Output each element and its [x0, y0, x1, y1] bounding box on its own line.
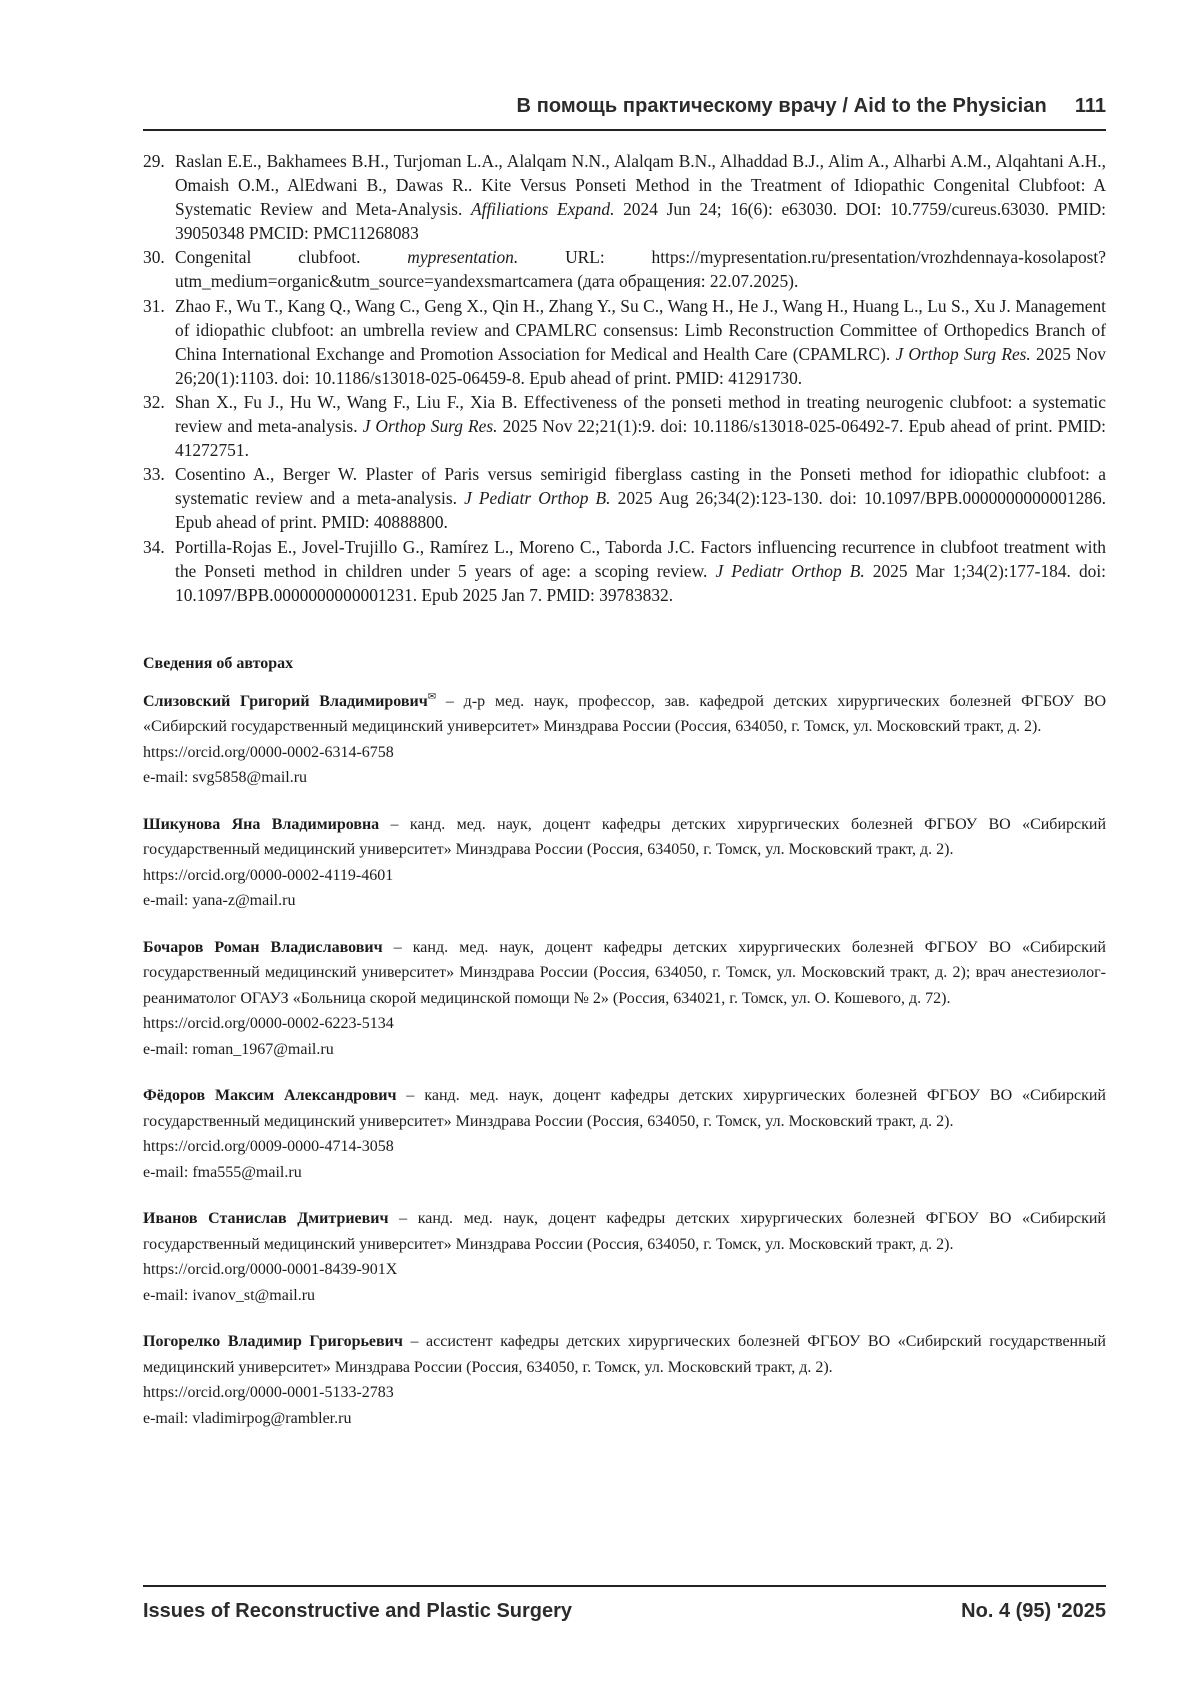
journal-page [143, 0, 1106, 1698]
author-info-section [143, 651, 1106, 1452]
reference-details: 2025 Aug 26;34(2):123-130. doi: 10.1097/BPB.0000000000001286. Epub ahead of print. PMID: 40888800. [175, 488, 1106, 533]
reference-item [143, 245, 1106, 293]
author-entry [143, 1083, 1106, 1185]
author-bio: – канд. мед. наук, доцент кафедры детских хирургических болезней ФГБОУ ВО «Сибирский государственный медицинский университет» Минздрава России (Россия, 634050, г. Томск, ул. Московский тракт, д. 2). [143, 1210, 1106, 1253]
running-footer [143, 1585, 1106, 1623]
reference-text: Cosentino A., Berger W. Plaster of Paris versus semirigid fiberglass casting in the Ponseti method for idiopathic clubfoot: a systematic review and a meta-analysis. [175, 464, 1106, 509]
reference-journal: Affiliations Expand. [470, 199, 615, 220]
authors-heading: Сведения об авторах [143, 655, 294, 672]
reference-details: 2025 Mar 1;34(2):177-184. doi: 10.1097/BPB.0000000000001231. Epub 2025 Jan 7. PMID: 39783832. [175, 560, 1106, 605]
author-entry [143, 1206, 1106, 1308]
issue-number: No. 4 (95) '2025 [961, 1600, 1106, 1622]
reference-details: 2025 Nov 22;21(1):9. doi: 10.1186/s13018-025-06492-7. Epub ahead of print. PMID: 41272751. [175, 416, 1107, 461]
reference-details: 2024 Jun 24; 16(6): e63030. DOI: 10.7759/cureus.63030. PMID: 39050348 PMCID: PMC11268083 [175, 199, 1106, 244]
author-email[interactable]: e-mail: ivanov_st@mail.ru [143, 1286, 316, 1304]
reference-item [143, 535, 1106, 607]
reference-journal: J Orthop Surg Res. [362, 416, 498, 437]
reference-journal: J Pediatr Orthop B. [715, 560, 865, 581]
author-name: Иванов Станислав Дмитриевич [143, 1210, 389, 1227]
reference-item [143, 294, 1106, 390]
author-entry [143, 935, 1106, 1063]
author-orcid-link[interactable]: https://orcid.org/0000-0002-4119-4601 [143, 866, 394, 884]
reference-item [143, 149, 1106, 245]
reference-journal: mypresentation. [407, 247, 519, 268]
author-name: Слизовский Григорий Владимирович [143, 692, 428, 710]
author-orcid-link[interactable]: https://orcid.org/0009-0000-4714-3058 [143, 1138, 394, 1155]
reference-number: 29. [143, 151, 165, 171]
author-entry [143, 812, 1106, 914]
reference-details: URL: https://mypresentation.ru/presentation/vrozhdennaya-kosolapost?utm_medium=organic&utm_source=yandexsmartcamera (дата обращения: 22.07.2025). [175, 247, 1106, 292]
reference-text: Raslan E.E., Bakhamees B.H., Turjoman L.A., Alalqam N.N., Alalqam B.N., Alhaddad B.J., Alim A., Alharbi A.M., Alqahtani A.H., Omaish O.M., AlEdwani B., Dawas R.. Kite Versus Ponseti Method in the Treatment of Idiopathic Congenital Clubfoot: A Systematic Review and Meta-Analysis. [175, 151, 1106, 220]
reference-number: 31. [143, 295, 165, 316]
author-bio: – канд. мед. наук, доцент кафедры детских хирургических болезней ФГБОУ ВО «Сибирский государственный медицинский университет» Минздрава России (Россия, 634050, г. Томск, ул. Московский тракт, д. 2). [143, 1087, 1106, 1130]
author-name: Фёдоров Максим Александрович [143, 1087, 397, 1104]
author-email[interactable]: e-mail: svg5858@mail.ru [143, 769, 308, 786]
reference-list [143, 149, 1106, 607]
reference-number: 34. [143, 536, 165, 557]
author-entry [143, 689, 1106, 791]
author-email[interactable]: e-mail: fma555@mail.ru [143, 1163, 302, 1181]
reference-text: Congenital clubfoot. [175, 247, 408, 268]
author-bio: – ассистент кафедры детских хирургических болезней ФГБОУ ВО «Сибирский государственный медицинский университет» Минздрава России (Россия, 634050, г. Томск, ул. Московский тракт, д. 2). [143, 1333, 1106, 1376]
reference-item [143, 390, 1106, 462]
author-orcid-link[interactable]: https://orcid.org/0000-0001-5133-2783 [143, 1384, 394, 1401]
author-bio: – канд. мед. наук, доцент кафедры детских хирургических болезней ФГБОУ ВО «Сибирский государственный медицинский университет» Минздрава России (Россия, 634050, г. Томск, ул. Московский тракт, д. 2); врач анестезиолог-реаниматолог ОГАУЗ «Больница скорой медицинской помощи № 2» (Россия, 634021, г. Томск, ул. О. Кошевого, д. 72). [143, 938, 1106, 1007]
page-number: 111 [1074, 95, 1106, 117]
reference-details: 2025 Nov 26;20(1):1103. doi: 10.1186/s13018-025-06459-8. Epub ahead of print. PMID: 41291730. [175, 343, 1106, 388]
author-bio: – д-р мед. наук, профессор, зав. кафедрой детских хирургических болезней ФГБОУ ВО «Сибирский государственный медицинский университет» Минздрава России (Россия, 634050, г. Томск, ул. Московский тракт, д. 2). [143, 692, 1107, 735]
reference-text: Zhao F., Wu T., Kang Q., Wang C., Geng X., Qin H., Zhang Y., Su C., Wang H., He J., Wang H., Huang L., Lu S., Xu J. Management of idiopathic clubfoot: an umbrella review and CPAMLRC consensus: Limb Reconstruction Committee of Orthopedics Branch of China International Exchange and Promotion Association for Medical and Health Care (CPAMLRC). [175, 295, 1106, 364]
reference-number: 30. [143, 247, 165, 268]
author-bio: – канд. мед. наук, доцент кафедры детских хирургических болезней ФГБОУ ВО «Сибирский государственный медицинский университет» Минздрава России (Россия, 634050, г. Томск, ул. Московский тракт, д. 2). [143, 815, 1107, 858]
author-name: Погорелко Владимир Григорьевич [143, 1333, 403, 1350]
envelope-icon: ✉ [427, 691, 437, 703]
reference-number: 33. [143, 464, 165, 485]
author-email[interactable]: e-mail: vladimirpog@rambler.ru [143, 1409, 352, 1427]
author-orcid-link[interactable]: https://orcid.org/0000-0002-6223-5134 [143, 1015, 394, 1032]
reference-text: Portilla-Rojas E., Jovel-Trujillo G., Ramírez L., Moreno C., Taborda J.C. Factors influencing recurrence in clubfoot treatment with the Ponseti method in children under 5 years of age: a scoping review. [175, 536, 1106, 581]
reference-text: Shan X., Fu J., Hu W., Wang F., Liu F., Xia B. Effectiveness of the ponseti method in treating neurogenic clubfoot: a systematic review and meta-analysis. [175, 391, 1106, 437]
author-email[interactable]: e-mail: yana-z@mail.ru [143, 892, 296, 909]
author-name: Шикунова Яна Владимировна [143, 815, 380, 833]
author-orcid-link[interactable]: https://orcid.org/0000-0001-8439-901X [143, 1261, 398, 1278]
reference-journal: J Orthop Surg Res. [895, 343, 1031, 364]
author-email[interactable]: e-mail: roman_1967@mail.ru [143, 1040, 334, 1058]
reference-item [143, 462, 1106, 534]
reference-journal: J Pediatr Orthop B. [464, 488, 611, 509]
author-name: Бочаров Роман Владиславович [143, 938, 383, 956]
author-orcid-link[interactable]: https://orcid.org/0000-0002-6314-6758 [143, 743, 394, 761]
section-title: В помощь практическому врачу / Aid to the Physician [516, 95, 1047, 117]
reference-number: 32. [143, 391, 165, 412]
running-header [143, 95, 1106, 131]
journal-name: Issues of Reconstructive and Plastic Surgery [143, 1600, 573, 1622]
author-entry [143, 1329, 1106, 1431]
